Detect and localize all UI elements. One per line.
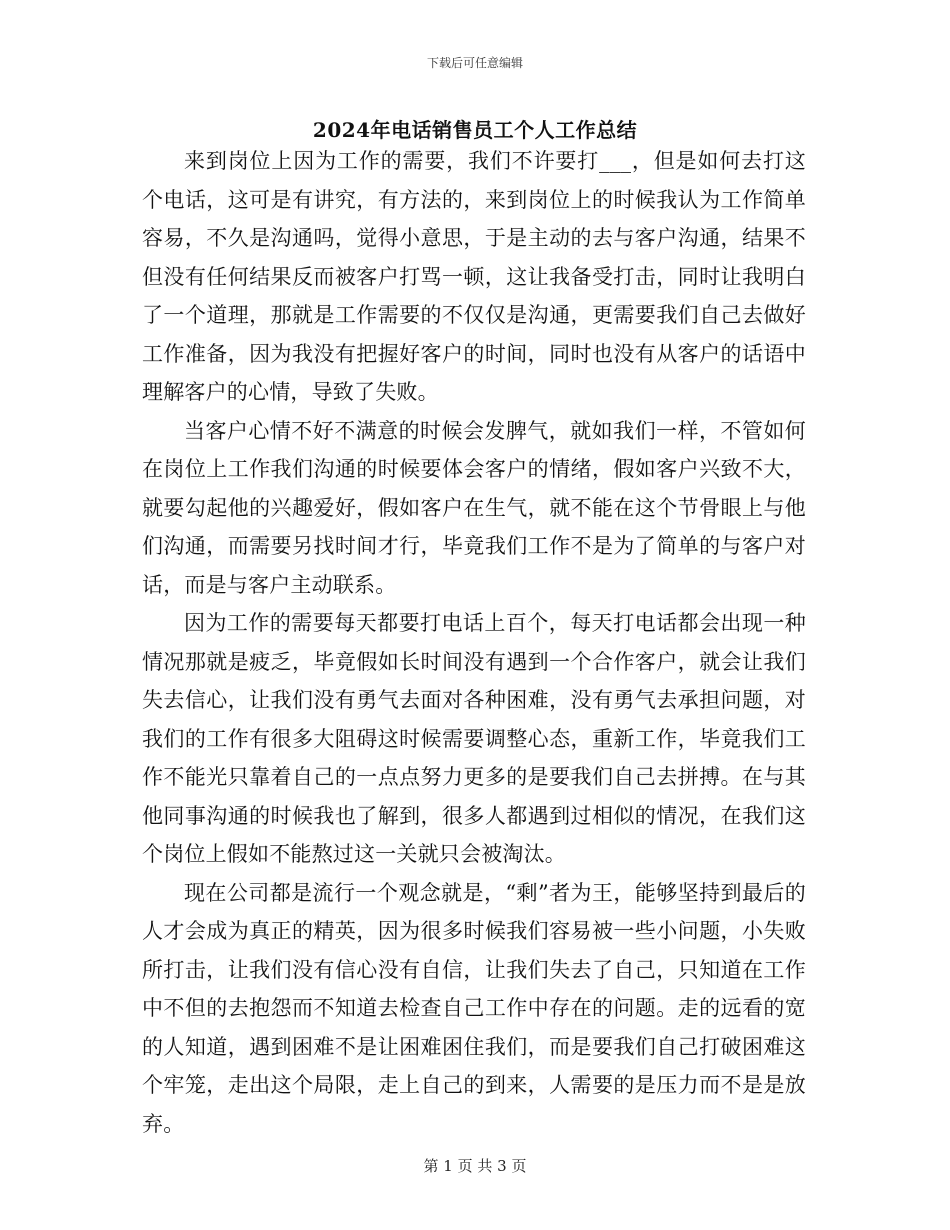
paragraph-3: 因为工作的需要每天都要打电话上百个，每天打电话都会出现一种情况那就是疲乏，毕竟假如长时间没有遇到一个合作客户，就会让我们失去信心，让我们没有勇气去面对各种困难，没有勇气去承担问题，对我们的工作有很多大阻碍这时候需要调整心态，重新工作，毕竟我们工作不能光只靠着自己的一点点努力更多的是要我们自己去拼搏。在与其他同事沟通的时候我也了解到，很多人都遇到过相似的情况，在我们这个岗位上假如不能熬过这一关就只会被淘汰。 [142, 611, 806, 866]
paragraph-4: 现在公司都是流行一个观念就是，“剩”者为王，能够坚持到最后的人才会成为真正的精英，因为很多时候我们容易被一些小问题，小失败所打击，让我们没有信心没有自信，让我们失去了自己，只知道在工作中不但的去抱怨而不知道去检查自己工作中存在的问题。走的远看的宽的人知道，遇到困难不是让困难困住我们，而是要我们自己打破困难这个牢笼，走出这个局限，走上自己的到来，人需要的是压力而不是是放弃。 [142, 880, 806, 1136]
paragraph-1: 来到岗位上因为工作的需要，我们不许要打___，但是如何去打这个电话，这可是有讲究，有方法的，来到岗位上的时候我认为工作简单容易，不久是沟通吗，觉得小意思，于是主动的去与客户沟通，结果不但没有任何结果反而被客户打骂一顿，这让我备受打击，同时让我明白了一个道理，那就是工作需要的不仅仅是沟通，更需要我们自己去做好工作准备，因为我没有把握好客户的时间，同时也没有从客户的话语中理解客户的心情，导致了失败。 [142, 149, 806, 404]
page-number: 第 1 页 共 3 页 [423, 1157, 527, 1175]
document-body [142, 142, 806, 1143]
header-note: 下载后可任意编辑 [426, 56, 523, 70]
document-title: 2024年电话销售员工个人工作总结 [312, 118, 638, 142]
paragraph-2: 当客户心情不好不满意的时候会发脾气，就如我们一样，不管如何在岗位上工作我们沟通的时候要体会客户的情绪，假如客户兴致不大，就要勾起他的兴趣爱好，假如客户在生气，就不能在这个节骨眼上与他们沟通，而需要另找时间才行，毕竟我们工作不是为了简单的与客户对话，而是与客户主动联系。 [142, 418, 806, 597]
